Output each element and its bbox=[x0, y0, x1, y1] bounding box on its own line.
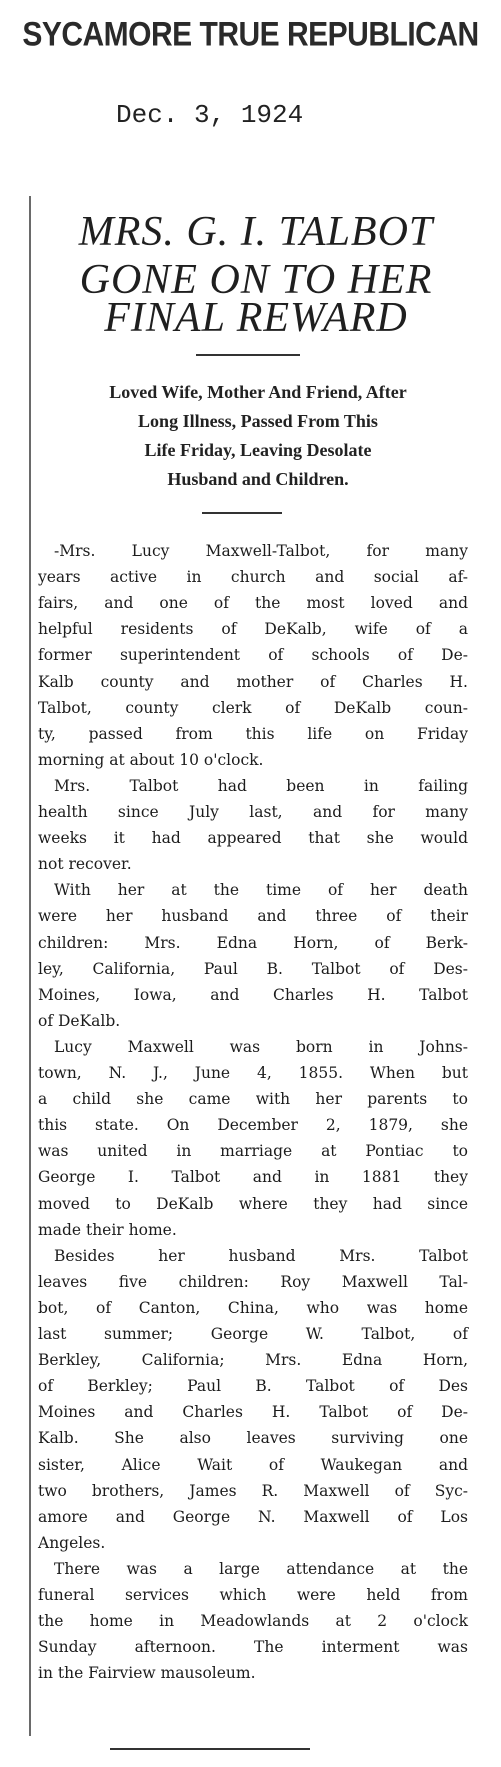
body-line: moved to DeKalb where they had since bbox=[38, 1194, 468, 1213]
body-line: amore and George N. Maxwell of Los bbox=[38, 1507, 468, 1526]
body-line: helpful residents of DeKalb, wife of a bbox=[38, 620, 468, 639]
deck-line-2: Long Illness, Passed From This bbox=[138, 411, 378, 431]
body-line: health since July last, and for many bbox=[38, 803, 468, 821]
body-line: George I. Talbot and in 1881 they bbox=[38, 1168, 468, 1187]
body-line: There was a large attendance at the bbox=[54, 1559, 468, 1578]
body-line: were her husband and three of their bbox=[38, 907, 468, 926]
body-line: was united in marriage at Pontiac to bbox=[38, 1142, 468, 1161]
body-line: children: Mrs. Edna Horn, of Berk- bbox=[38, 933, 468, 952]
headline-line-3: FINAL REWARD bbox=[104, 295, 408, 341]
body-line: of Berkley; Paul B. Talbot of Des bbox=[38, 1377, 468, 1396]
headline-line-2: GONE ON TO HER bbox=[79, 257, 433, 303]
body-line: last summer; George W. Talbot, of bbox=[38, 1325, 468, 1343]
deck-line-3: Life Friday, Leaving Desolate bbox=[144, 440, 372, 460]
body-line: ty, passed from this life on Friday bbox=[38, 724, 468, 743]
body-line: weeks it had appeared that she would bbox=[38, 829, 468, 848]
body-line: Mrs. Talbot had been in failing bbox=[54, 776, 468, 795]
body-line: Moines and Charles H. Talbot of De- bbox=[38, 1403, 468, 1422]
body-line: Angeles. bbox=[38, 1533, 106, 1552]
body-line: Besides her husband Mrs. Talbot bbox=[54, 1246, 468, 1265]
body-line: bot, of Canton, China, who was home bbox=[38, 1298, 468, 1317]
deck-line-4: Husband and Children. bbox=[167, 469, 349, 489]
column-rule bbox=[29, 196, 31, 1736]
deck-line-1: Loved Wife, Mother And Friend, After bbox=[109, 382, 407, 402]
headline-divider bbox=[196, 354, 300, 356]
body-line: morning at about 10 o'clock. bbox=[38, 750, 264, 769]
body-line: Sunday afternoon. The interment was bbox=[38, 1638, 468, 1657]
body-line: ley, California, Paul B. Talbot of Des- bbox=[38, 959, 468, 978]
masthead: SYCAMORE TRUE REPUBLICAN bbox=[22, 15, 479, 54]
body-line: fairs, and one of the most loved and bbox=[38, 594, 468, 613]
body-line: a child she came with her parents to bbox=[38, 1090, 468, 1109]
body-line: years active in church and social af- bbox=[38, 568, 468, 587]
body-line: made their home. bbox=[38, 1220, 177, 1239]
body-line: Kalb. She also leaves surviving one bbox=[38, 1429, 468, 1448]
date-line: Dec. 3, 1924 bbox=[116, 100, 304, 130]
body-line: -Mrs. Lucy Maxwell-Talbot, for many bbox=[54, 542, 468, 560]
body-line: former superintendent of schools of De- bbox=[38, 646, 468, 665]
end-rule bbox=[110, 1748, 310, 1750]
headline-line-1: MRS. G. I. TALBOT bbox=[78, 209, 434, 255]
body-line: leaves five children: Roy Maxwell Tal- bbox=[38, 1272, 468, 1291]
body-line: this state. On December 2, 1879, she bbox=[38, 1116, 468, 1135]
body-line: of DeKalb. bbox=[38, 1011, 121, 1030]
body-line: the home in Meadowlands at 2 o'clock bbox=[38, 1612, 468, 1631]
body-line: sister, Alice Wait of Waukegan and bbox=[38, 1455, 468, 1474]
body-line: Berkley, California; Mrs. Edna Horn, bbox=[38, 1351, 468, 1370]
body-line: Lucy Maxwell was born in Johns- bbox=[54, 1037, 468, 1056]
body-line: town, N. J., June 4, 1855. When but bbox=[38, 1064, 468, 1082]
body-line: Talbot, county clerk of DeKalb coun- bbox=[38, 698, 468, 717]
body-line: Moines, Iowa, and Charles H. Talbot bbox=[38, 985, 468, 1004]
body-line: funeral services which were held from bbox=[38, 1586, 468, 1604]
body-line: in the Fairview mausoleum. bbox=[38, 1664, 256, 1683]
body-line: With her at the time of her death bbox=[54, 881, 468, 900]
body-line: not recover. bbox=[38, 855, 132, 874]
deck-divider bbox=[202, 512, 282, 514]
body-line: two brothers, James R. Maxwell of Syc- bbox=[38, 1481, 468, 1500]
body-line: Kalb county and mother of Charles H. bbox=[38, 672, 468, 691]
